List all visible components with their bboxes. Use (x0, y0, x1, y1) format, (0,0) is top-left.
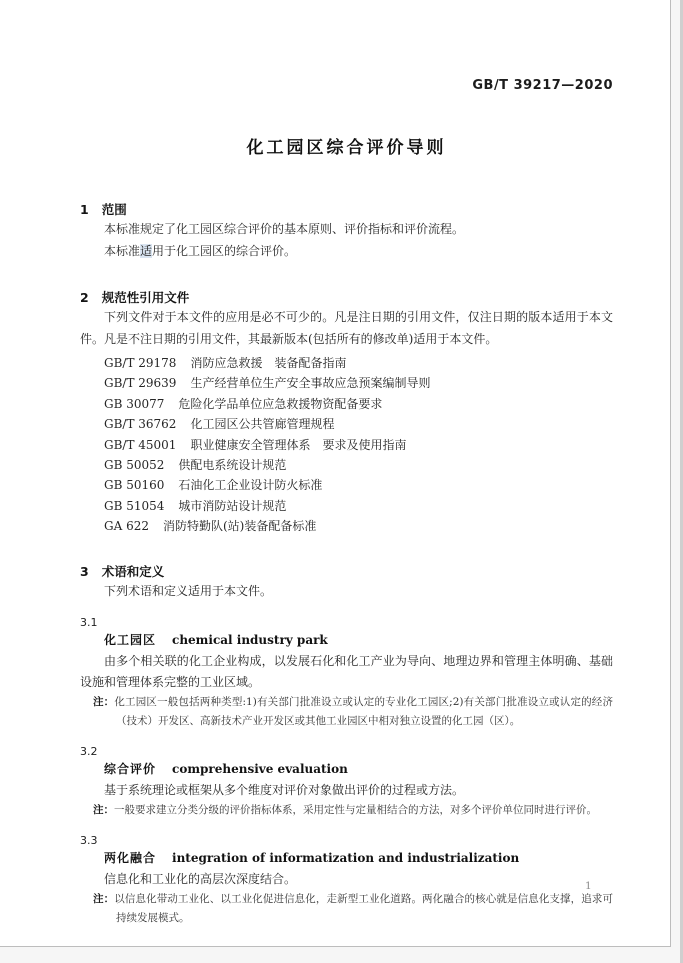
section-1-heading (80, 200, 613, 218)
section-2-number: 2 (80, 290, 89, 305)
term-name-zh: 综合评价 (104, 761, 157, 776)
reference-code: GB/T 45001 (104, 437, 177, 452)
reference-title: 消防特勤队(站)装备配备标准 (162, 519, 317, 534)
term-name-en: chemical industry park (172, 632, 328, 647)
note-label: 注： (93, 803, 114, 816)
term-heading (80, 760, 613, 778)
note-text: 化工园区一般包括两种类型:1)有关部门批准设立或认定的专业化工园区;2)有关部门批准设立或认定的经济（技术）开发区、高新技术产业开发区或其他工业园区中相对独立设置的化工园（区）。 (114, 695, 613, 727)
reference-title: 石油化工企业设计防火标准 (178, 478, 323, 493)
term-definition-block (80, 614, 613, 731)
term-name-en: integration of informatization and industrialization (172, 850, 520, 865)
reference-code: GB/T 29639 (104, 376, 177, 391)
section-3-heading (80, 562, 613, 580)
document-title: 化工园区综合评价导则 (246, 138, 447, 158)
reference-code: GB/T 36762 (104, 417, 177, 432)
term-name-zh: 化工园区 (104, 632, 157, 647)
note-label: 注： (93, 892, 115, 905)
note-text: 以信息化带动工业化、以工业化促进信息化，走新型工业化道路。两化融合的核心就是信息化支撑，追求可持续发展模式。 (114, 892, 614, 924)
section-3-title: 术语和定义 (101, 563, 165, 579)
reference-item (80, 353, 613, 373)
note-text: 一般要求建立分类分级的评价指标体系，采用定性与定量相结合的方法，对多个评价单位同时进行评价。 (114, 803, 597, 816)
page-number: 1 (585, 880, 592, 892)
section-2-title: 规范性引用文件 (101, 290, 190, 305)
reference-code: GB 50052 (104, 458, 165, 473)
reference-item (80, 475, 613, 495)
note-label: 注： (93, 695, 115, 708)
reference-code: GB/T 29178 (104, 356, 177, 370)
term-name-en: comprehensive evaluation (172, 761, 348, 776)
reference-code: GB 30077 (104, 396, 165, 411)
reference-title: 消防应急救援 装备配备指南 (190, 356, 347, 370)
reference-item (80, 435, 613, 455)
references-intro: 下列文件对于本文件的应用是必不可少的。凡是注日期的引用文件，仅注日期的版本适用于本文件。凡是不注日期的引用文件，其最新版本(包括所有的修改单)适用于本文件。 (80, 310, 613, 346)
reference-item (80, 394, 613, 414)
reference-title: 生产经营单位生产安全事故应急预案编制导则 (190, 376, 431, 391)
term-definition-block (80, 832, 613, 928)
term-id: 3.1 (80, 615, 98, 629)
reference-title: 城市消防站设计规范 (178, 498, 287, 513)
reference-title: 职业健康安全管理体系 要求及使用指南 (190, 437, 407, 452)
reference-item (80, 414, 613, 434)
term-definition: 信息化和工业化的高层次深度结合。 (104, 871, 297, 886)
reference-code: GA 622 (104, 519, 149, 534)
scope-paragraph-2-post: 用于化工园区的综合评价。 (152, 244, 297, 258)
term-id: 3.2 (80, 744, 98, 758)
section-2-heading (80, 288, 613, 306)
term-note (93, 801, 613, 820)
terms-intro: 下列术语和定义适用于本文件。 (104, 583, 273, 598)
section-3-number: 3 (80, 563, 89, 579)
term-definition: 由多个相关联的化工企业构成，以发展石化和化工产业为导向、地理边界和管理主体明确、基础设施和管理体系完整的工业区域。 (80, 653, 613, 689)
reference-item (80, 496, 613, 516)
scope-paragraph-1: 本标准规定了化工园区综合评价的基本原则、评价指标和评价流程。 (104, 222, 465, 236)
term-id: 3.3 (80, 833, 98, 847)
reference-code: GB 50160 (104, 478, 165, 493)
term-heading (80, 631, 613, 649)
term-definition-block (80, 743, 613, 820)
reference-item (80, 373, 613, 393)
term-name-zh: 两化融合 (104, 850, 157, 865)
term-heading (80, 849, 613, 867)
reference-title: 供配电系统设计规范 (178, 458, 287, 473)
reference-code: GB 51054 (104, 498, 165, 513)
reference-title: 化工园区公共管廊管理规程 (190, 417, 335, 432)
reference-item (80, 516, 613, 536)
section-1-number: 1 (80, 202, 89, 217)
reference-item (80, 455, 613, 475)
scope-paragraph-2 (80, 240, 613, 262)
highlighted-character: 适 (140, 244, 153, 258)
term-definition: 基于系统理论或框架从多个维度对评价对象做出评价的过程或方法。 (104, 782, 465, 797)
reference-title: 危险化学品单位应急救援物资配备要求 (178, 396, 383, 411)
standard-number: GB/T 39217—2020 (472, 78, 613, 93)
section-1-title: 范围 (101, 202, 127, 217)
page-content (80, 0, 613, 928)
term-note (93, 693, 613, 731)
term-note (93, 890, 613, 928)
reference-list (80, 353, 613, 537)
scope-paragraph-2-pre: 本标准 (104, 244, 141, 258)
